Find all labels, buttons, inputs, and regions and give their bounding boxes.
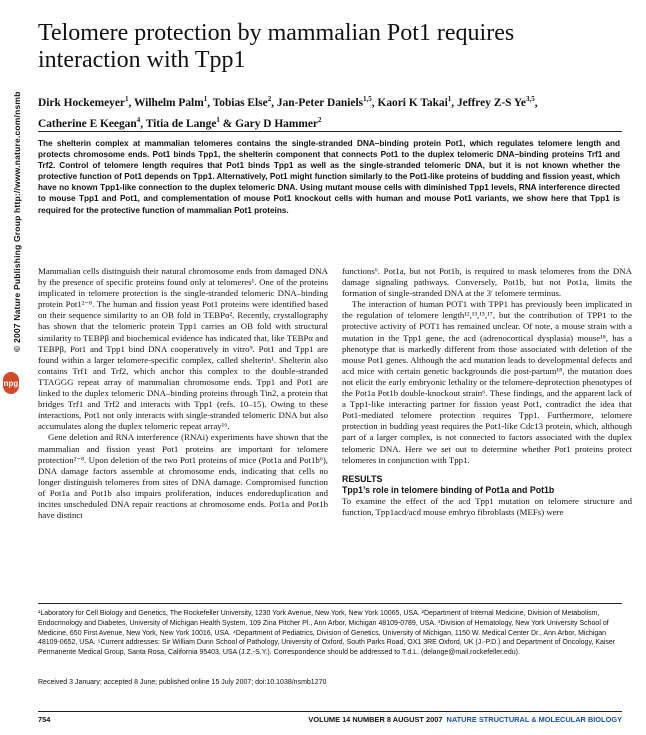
author-3: Tobias Else$^2$, [212,95,277,109]
author-8: Titia de Lange$^1$ & [145,115,236,130]
footnote-divider [38,603,622,604]
received-dates: Received 3 January; accepted 8 June; published online 15 July 2007; doi:10.1038/nsmb1270 [38,679,327,686]
author-9: Gary D Hammer$^2$ [235,115,322,130]
body-paragraph: functions⁶. Pot1a, but not Pot1b, is required to mask telomeres from the DNA damage signaling pathways. Conversely, Pot1b, but not Pot1a, limits the formation of single-stranded DNA at the 3′ telomere terminus. [342,266,632,299]
page-number: 754 [38,715,51,724]
journal-name: NATURE STRUCTURAL & MOLECULAR BIOLOGY [446,715,622,724]
author-2: Wilhelm Palm$^1$, [133,95,213,109]
copyright-sidebar: © 2007 Nature Publishing Group http://www.nature.com/nsmb [12,91,22,352]
article-title: Telomere protection by mammalian Pot1 requires interaction with Tpp1 [38,20,515,73]
author-6: Jeffrey Z-S Ye$^{3,5}$, [456,95,538,109]
body-column-right [342,266,632,518]
abstract: The shelterin complex at mammalian telomeres contains the single-stranded DNA–binding protein Pot1, which regulates telomere length and protects chromosome ends. Pot1 binds Tpp1, the shelterin component that connects Pot1 to the duplex telomeric DNA–binding proteins Trf1 and Trf2. Control of telomere length requires that Pot1 binds Tpp1 as well as the single-stranded telomeric DNA, but it is not known whether the protective function of Pot1 depends on Tpp1. Alternatively, Pot1 might function similarly to the Pot1-like proteins of budding and fission yeast, which have no known Tpp1-like connection to the duplex telomeric DNA. Using mutant mouse cells with diminished Tpp1 levels, RNA interference directed to mouse Tpp1 and Pot1, and complementation of mouse Pot1 knockout cells with human and mouse Pot1 variants, we show here that Tpp1 is required for the protective function of mammalian Pot1 proteins. [38,139,620,215]
author-list [38,91,618,133]
body-paragraph: The interaction of human POT1 with TPP1 has previously been implicated in the regulation of telomere length¹²,¹³,¹⁵,¹⁷, but the contribution of TPP1 to the protective activity of POT1 has remained unclear. Of note, a mouse strain with a mutation in the Tpp1 gene, the acd (adrenocortical dysplasia) mouse¹⁸, has a phenotype that is markedly different from those associated with deletion of the mouse Pot1 genes. Although the acd mutation leads to developmental defects and acd mice with certain genetic backgrounds die post-partum¹⁸, the mutation does not elicit the early embryonic lethality or the telomere-deprotection phenotypes of the Pot1a Pot1b double-knockout strain⁶. These findings, and the apparent lack of a Tpp1-like interacting partner for fission yeast Pot1, contradict the idea that Pot1-mediated telomere protection requires Tpp1. Furthermore, telomere protection in budding yeast requires the Pot1-like Cdc13 protein, which, although part of a larger complex, is not connected to factors associated with the duplex telomeric DNA. Here we set out to determine whether Pot1 proteins protect telomeres in conjunction with Tpp1. [342,299,632,465]
body-paragraph: Mammalian cells distinguish their natural chromosome ends from damaged DNA by the presence of specific proteins found only at telomeres¹. One of the proteins implicated in telomere protection is the single-stranded telomeric DNA–binding protein Pot1²⁻⁸. The human and fission yeast Pot1 proteins were identified based on their sequence similarity to an OB fold in TEBPα². Recently, crystallography has shown that the telomeric protein Tpp1 carries an OB fold with structural similarity to TEBPβ and biochemical evidence has indicated that, like TEBPα and TEBPβ, Pot1 and Tpp1 bind DNA cooperatively in vitro⁹. Pot1 and Tpp1 are found within a larger telomere-specific complex, called shelterin¹. Shelterin also contains Trf1 and Trf2, which anchor this complex to the double-stranded TTAGGG repeat array of mammalian chromosome ends. Tpp1 and Pot1 are linked to the duplex telomeric DNA–binding proteins through Tin2, a protein that bridges Trf1 and Trf2 and interacts with Tpp1 (refs. 10–15). Owing to these interactions, Pot1 not only interacts with single-stranded telomeric DNA but also accumulates along the duplex telomeric repeat array¹⁶. [38,266,328,432]
results-subheading: Tpp1’s role in telomere binding of Pot1a and Pot1b [342,484,555,495]
author-1: Dirk Hockemeyer$^1$, [38,95,134,109]
body-column-left [38,266,328,521]
affiliation-footnotes: ¹Laboratory for Cell Biology and Genetics, The Rockefeller University, 1230 York Avenue, New York, New York 10065, USA. ²Department of Internal Medicine, Division of Metabolism, Endocrinology and Diabetes, University of Michigan Health System, 109 Zina Pitcher Pl., Ann Arbor, Michigan 48109-0789, USA. ³Division of Hematology, New York University School of Medicine, 650 First Avenue, New York, New York 10016, USA. ⁴Department of Pediatrics, Division of Genetics, University of Michigan, 1150 W. Medical Center Dr., Ann Arbor, Michigan 48109-0652, USA. ⁵Current addresses: Sir William Dunn School of Pathology, University of Oxford, South Parks Road, OX1 3RE Oxford, UK (J.-P.D.) and Department of Oncology, Kaiser Permanente Medical Group, Santa Rosa, California 95403, USA (J.Z.-S.Y.). Correspondence should be addressed to T.d.L. (delange@mail.rockefeller.edu). [38,610,616,657]
author-5: Kaori K Takai$^1$, [377,95,457,109]
volume-issue: VOLUME 14 NUMBER 8 AUGUST 2007 [308,715,443,724]
author-4: Jan-Peter Daniels$^{1,5}$, [276,95,378,109]
abstract-divider [38,131,622,132]
results-heading: RESULTS [342,473,383,484]
author-7: Catherine E Keegan$^4$, [38,115,146,130]
body-paragraph: Gene deletion and RNA interference (RNAi) experiments have shown that the mammalian and fission yeast Pot1 proteins are important for telomere protection²⁻⁸. Upon deletion of the two Pot1 proteins of mice (Pot1a and Pot1b⁶), DNA damage factors assemble at chromosome ends, indicating that cells no longer distinguish telomeres from sites of DNA damage. Compromised function of Pot1a and Pot1b also impairs proliferation, induces endoreduplication and incites unscheduled DNA repair reactions at chromosome ends. Pot1a and Pot1b have distinct [38,432,328,521]
issue-info [308,715,622,724]
footer-divider [38,711,622,712]
npg-logo: npg [3,372,19,394]
results-paragraph: To examine the effect of the acd Tpp1 mutation on telomere structure and function, Tpp1acd/acd mouse embryo fibroblasts (MEFs) were [342,495,632,517]
